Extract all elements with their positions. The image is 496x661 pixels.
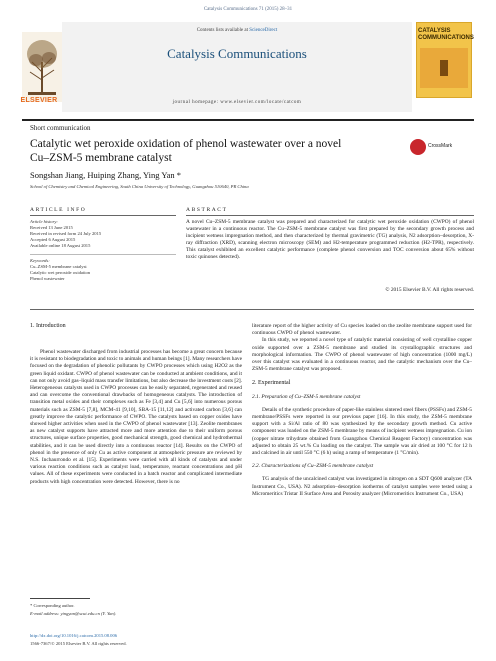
crossmark-label[interactable]: CrossMark (428, 143, 453, 149)
keywords-label: Keywords: (30, 258, 50, 263)
corresponding-author-note: * Corresponding author. (30, 603, 75, 608)
sciencedirect-link[interactable]: ScienceDirect (249, 28, 278, 33)
masthead-divider (22, 119, 474, 121)
footnote-rule (30, 598, 90, 599)
paragraph: literature report of the higher activity of Cu species loaded on the zeolite membrane support used for continuous CWPO of phenol wastewater. (252, 323, 472, 337)
article-info-heading: ARTICLE INFO (30, 207, 87, 213)
introduction-column (30, 349, 242, 486)
info-divider (30, 254, 176, 255)
affiliation: School of Chemistry and Chemical Engineering, South China University of Technology, Guangzhou 510640, PR China (30, 184, 249, 189)
crossmark-icon[interactable] (410, 139, 426, 155)
keyword: Phenol wastewater (30, 276, 65, 281)
history-item: Accepted 6 August 2015 (30, 237, 76, 242)
article-title (30, 137, 430, 165)
contents-prefix: Contents lists available at (196, 28, 250, 33)
abstract-copyright: © 2015 Elsevier B.V. All rights reserved. (385, 287, 474, 293)
paragraph: In this study, we reported a novel type of catalytic material consisting of well crystalline copper oxide supported over a ZSM-5 membrane and studied its crystallographic structures and morphological information. The CWPO of phenol wastewater of high concentration (1000 mg/L) over this catalyst was evaluated in a continuous reactor, and the catalytic mechanism over the Cu–ZSM-5 membrane catalyst was proposed. (252, 337, 472, 373)
right-column (252, 323, 472, 498)
cover-title: CATALYSIS COMMUNICATIONS (418, 28, 474, 41)
history-item: Received in revised form 24 July 2015 (30, 231, 102, 236)
keywords (30, 258, 176, 282)
authors: Songshan Jiang, Huiping Zhang, Ying Yan * (30, 170, 182, 180)
abstract-bottom-rule (30, 309, 474, 310)
history-label: Article history: (30, 219, 58, 224)
article-title-line-2: Cu–ZSM-5 membrane catalyst (30, 152, 172, 164)
introduction-paragraph: Phenol wastewater discharged from industrial processes has become a great concern because it is resistant to biodegradation and toxic to animals and human beings [1]. Many researchers have focused on the degradation of phenolic pollutants by CWPO processes which using H2O2 as the green liquid oxidant. CWPO of phenol wastewater can be conducted at ambient conditions, and it can not only avoid gas–liquid mass transfer limitations, but also decrease the investment costs [2]. Heterogeneous catalysts used in CWPO processes can be easily separated, regenerated and reused and can overcome the conventional drawbacks of homogeneous catalysts. The introduction of transition metal oxides and their complexes such as Fe [3,4] and Cu [5,6] into numerous porous materials such as ZSM-5 [7,8], MCM-41 [9,10], SBA-15 [11,12] and activated carbon [3,6] can greatly improve the catalytic performance of CWPO. The catalysts based on copper oxides have showed higher activities when used in the CWPO of phenol wastewater [13]. Zeolite membranes as new catalyst supports have attracted more and more attention due to their uniform porous structures, unique surface properties, good mechanical strength, good chemical and hydrothermal stabilities, and it can be used directly into a continuous reactor [14]. Results on the CWPO of phenol in the presence of only Cu as active component at atmospheric pressure are reviewed by N.S. Inchaurrondo et al. [15]. Experiments were carried with all kinds of catalysts and under various reaction conditions such as catalyst load, temperature, reactant concentrations and pH values. All of these experiments were conducted in a batch reactor and complicated intermediate products with high concentration were detected. However, there is no (30, 349, 242, 485)
keyword: Cu–ZSM-5 membrane catalyst (30, 264, 87, 269)
doi-link[interactable]: http://dx.doi.org/10.1016/j.catcom.2015.08.006 (30, 633, 118, 638)
journal-homepage-url[interactable]: journal homepage: www.elsevier.com/locate/catcom (172, 100, 302, 105)
characterization-subheading: 2.2. Characterizations of Cu–ZSM-5 membrane catalyst (252, 463, 374, 470)
preparation-subheading: 2.1. Preparation of Cu–ZSM-5 membrane catalyst (252, 393, 361, 400)
author-email[interactable]: E-mail address: yingyan@scut.edu.cn (Y. Yan). (30, 611, 117, 616)
keyword: Catalytic wet peroxide oxidation (30, 270, 91, 275)
article-title-line-1: Catalytic wet peroxide oxidation of phenol wastewater over a novel (30, 138, 342, 150)
masthead-background (62, 22, 412, 112)
characterization-paragraph: TG analysis of the uncalcined catalyst was investigated in nitrogen on a SDT Q600 analyzer (TA Instrument Co., USA). N2 adsorption–desorption isotherms of catalyst samples were tested using a Micromeritics Tristar II Surface Area and Porosity analyzer (Micromeritics Instrument Co., USA) (252, 476, 472, 497)
issn-copyright: 1566-7367/© 2015 Elsevier B.V. All rights reserved. (30, 641, 127, 646)
cover-graphic-mark (440, 60, 448, 76)
experimental-heading: 2. Experimental (252, 380, 291, 387)
introduction-heading: 1. Introduction (30, 323, 66, 329)
history-item: Received 13 June 2015 (30, 225, 73, 230)
abstract-rule (186, 215, 474, 216)
elsevier-logo-text: ELSEVIER (20, 97, 58, 104)
info-rule (30, 215, 176, 216)
article-history (30, 219, 176, 249)
journal-citation: Catalysis Communications 71 (2015) 28–31 (203, 7, 293, 12)
article-type: Short communication (30, 124, 91, 132)
journal-title[interactable]: Catalysis Communications (167, 46, 307, 61)
abstract-heading: ABSTRACT (186, 207, 228, 213)
history-item: Available online 18 August 2015 (30, 243, 91, 248)
contents-line (62, 28, 412, 33)
abstract-text: A novel Cu–ZSM-5 membrane catalyst was prepared and characterized for catalytic wet peroxide oxidation (CWPO) of phenol wastewater in a continuous reactor. The Cu–ZSM-5 membrane catalyst was first prepared by the secondary growth process and incipient wetness impregnation method, and then characterized by thermal gravimetric (TG) analysis, N2 adsorption–desorption, X-ray diffraction (XRD), scanning electron microscopy (SEM) and H2-temperature programmed reduction (H2-TPR), respectively. This catalyst exhibited an excellent catalytic performance (complete phenol conversion and TOC conversion about 65% without toxic quinones detected). (186, 219, 474, 260)
preparation-paragraph: Details of the synthetic procedure of paper-like stainless sintered steel fibers (PSSFs) and ZSM-5 membrane/PSSFs were reported in our previous paper [16]. In this study, the ZSM-5 membrane support with a Si/Al ratio of 80 was synthesized by the secondary growth method. Cu active component was loaded on the ZSM-5 membrane by means of incipient wetness impregnation. Cu ion (copper nitrate trihydrate obtained from Guangzhou Chemical Reagent Factory) concentration was adjusted to obtain 25 wt.% Cu loading on the catalyst. The sample was air dried at 100 °C for 12 h and calcined in air until 550 °C (6 h) using a ramp of temperature (1 °C/min). (252, 406, 472, 457)
